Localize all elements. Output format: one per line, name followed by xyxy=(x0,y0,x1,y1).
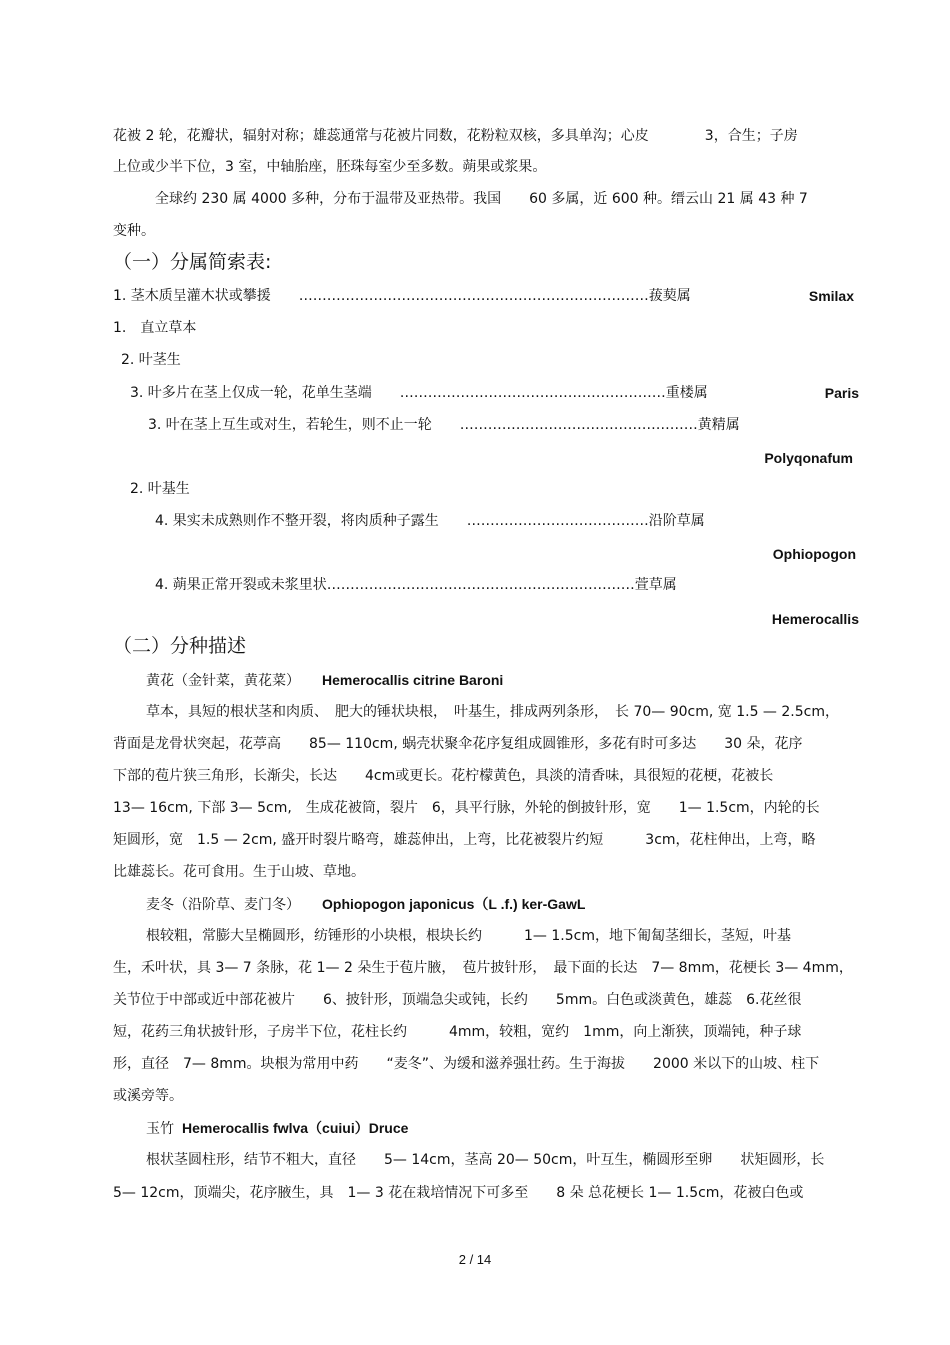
species-1-line-4: 13— 16cm, 下部 3— 5cm, 生成花被筒，裂片 6，具平行脉，外轮的倒披针形，宽 1— 1.5cm，内轮的长 xyxy=(113,800,820,816)
intro-paragraph-2-line-1: 全球约 230 属 4000 多种，分布于温带及亚热带。我国 60 多属，近 600 种。缙云山 21 属 43 种 7 xyxy=(155,191,808,207)
intro-paragraph-1-line-2: 上位或少半下位，3 室，中轴胎座，胚珠每室少至多数。蒴果或浆果。 xyxy=(113,159,547,175)
species-2-title xyxy=(146,895,585,914)
key-row-7: 4. 果实未成熟则作不整开裂，将肉质种子露生 …………………………………沿阶草属 xyxy=(155,513,705,529)
key-row-8-genus-latin: Hemerocallis xyxy=(771,611,859,627)
species-1-latin-name: Hemerocallis citrine Baroni xyxy=(322,672,504,688)
species-2-line-6: 或溪旁等。 xyxy=(113,1088,183,1104)
species-1-line-3: 下部的苞片狭三角形，长渐尖，长达 4cm或更长。花柠檬黄色，具淡的清香味，具很短的花梗，花被长 xyxy=(113,768,774,784)
species-3-latin-name: Hemerocallis fwlva（cuiui）Druce xyxy=(182,1120,409,1136)
species-2-line-2: 生，禾叶状，具 3— 7 条脉，花 1— 2 朵生于苞片腋， 苞片披针形， 最下面的长达 7— 8mm，花梗长 3— 4mm， xyxy=(113,960,853,976)
species-1-line-6: 比雄蕊长。花可食用。生于山坡、草地。 xyxy=(113,864,365,880)
key-row-2: 1. 直立草本 xyxy=(113,320,197,336)
species-1-line-1: 草本，具短的根状茎和肉质、 肥大的锤状块根， 叶基生，排成两列条形， 长 70— 90cm, 宽 1.5 — 2.5cm， xyxy=(146,704,839,720)
species-2-common-name: 麦冬（沿阶草、麦门冬） xyxy=(146,897,300,913)
key-row-4: 3. 叶多片在茎上仅成一轮，花单生茎端 …………………………………………………重楼属 xyxy=(130,385,708,401)
key-row-5: 3. 叶在茎上互生或对生，若轮生，则不止一轮 ……………………………………………黄精属 xyxy=(148,417,740,433)
species-3-line-2: 5— 12cm，顶端尖，花序腋生，具 1— 3 花在栽培情况下可多至 8 朵 总花梗长 1— 1.5cm，花被白色或 xyxy=(113,1185,804,1201)
species-3-title xyxy=(146,1119,408,1138)
species-1-title xyxy=(146,671,503,690)
intro-paragraph-2-line-2: 变种。 xyxy=(113,223,155,239)
species-1-line-2: 背面是龙骨状突起，花葶高 85— 110cm, 蜗壳状聚伞花序复组成圆锥形，多花有时可多达 30 朵，花序 xyxy=(113,736,803,752)
key-row-1-genus-latin: Smilax xyxy=(808,288,854,304)
species-2-line-1: 根较粗，常膨大呈椭圆形，纺锤形的小块根，根块长约 1— 1.5cm，地下匍匐茎细长，茎短，叶基 xyxy=(146,928,791,944)
species-2-line-5: 形，直径 7— 8mm。块根为常用中药 “麦冬”、为缓和滋养强壮药。生于海拔 2000 米以下的山坡、柱下 xyxy=(113,1056,820,1072)
species-2-latin-name: Ophiopogon japonicus（L .f.) ker-GawL xyxy=(322,896,586,912)
species-2-line-4: 短，花药三角状披针形，子房半下位，花柱长约 4mm，较粗，宽约 1mm，向上渐狭，顶端钝，种子球 xyxy=(113,1024,802,1040)
species-2-line-3: 关节位于中部或近中部花被片 6、披针形，顶端急尖或钝，长约 5mm。白色或淡黄色，雄蕊 6.花丝很 xyxy=(113,992,802,1008)
key-row-8: 4. 蒴果正常开裂或未浆里状…………………………………………………………萱草属 xyxy=(155,577,677,593)
key-section-heading: （一）分属简索表: xyxy=(113,251,272,273)
key-row-7-genus-latin: Ophiopogon xyxy=(772,546,856,562)
intro-paragraph-1-line-1: 花被 2 轮，花瓣状，辐射对称；雄蕊通常与花被片同数，花粉粒双核，多具单沟；心皮 3，合生；子房 xyxy=(113,128,798,144)
key-row-5-genus-latin: Polyqonafum xyxy=(764,450,853,466)
key-row-3: 2. 叶茎生 xyxy=(121,352,181,368)
species-section-heading: （二）分种描述 xyxy=(113,635,247,657)
species-3-line-1: 根状茎圆柱形，结节不粗大，直径 5— 14cm，茎高 20— 50cm，叶互生，椭圆形至卵 状矩圆形，长 xyxy=(146,1152,825,1168)
key-row-4-genus-latin: Paris xyxy=(824,385,859,401)
key-row-1: 1. 茎木质呈灌木状或攀援 …………………………………………………………………菝葜属 xyxy=(113,288,691,304)
species-1-common-name: 黄花（金针菜，黄花菜） xyxy=(146,673,300,689)
page-number: 2 / 14 xyxy=(458,1252,492,1267)
key-row-6: 2. 叶基生 xyxy=(130,481,190,497)
species-3-common-name: 玉竹 xyxy=(146,1121,174,1137)
species-1-line-5: 矩圆形，宽 1.5 — 2cm, 盛开时裂片略弯，雄蕊伸出，上弯，比花被裂片约短 3cm，花柱伸出，上弯，略 xyxy=(113,832,816,848)
